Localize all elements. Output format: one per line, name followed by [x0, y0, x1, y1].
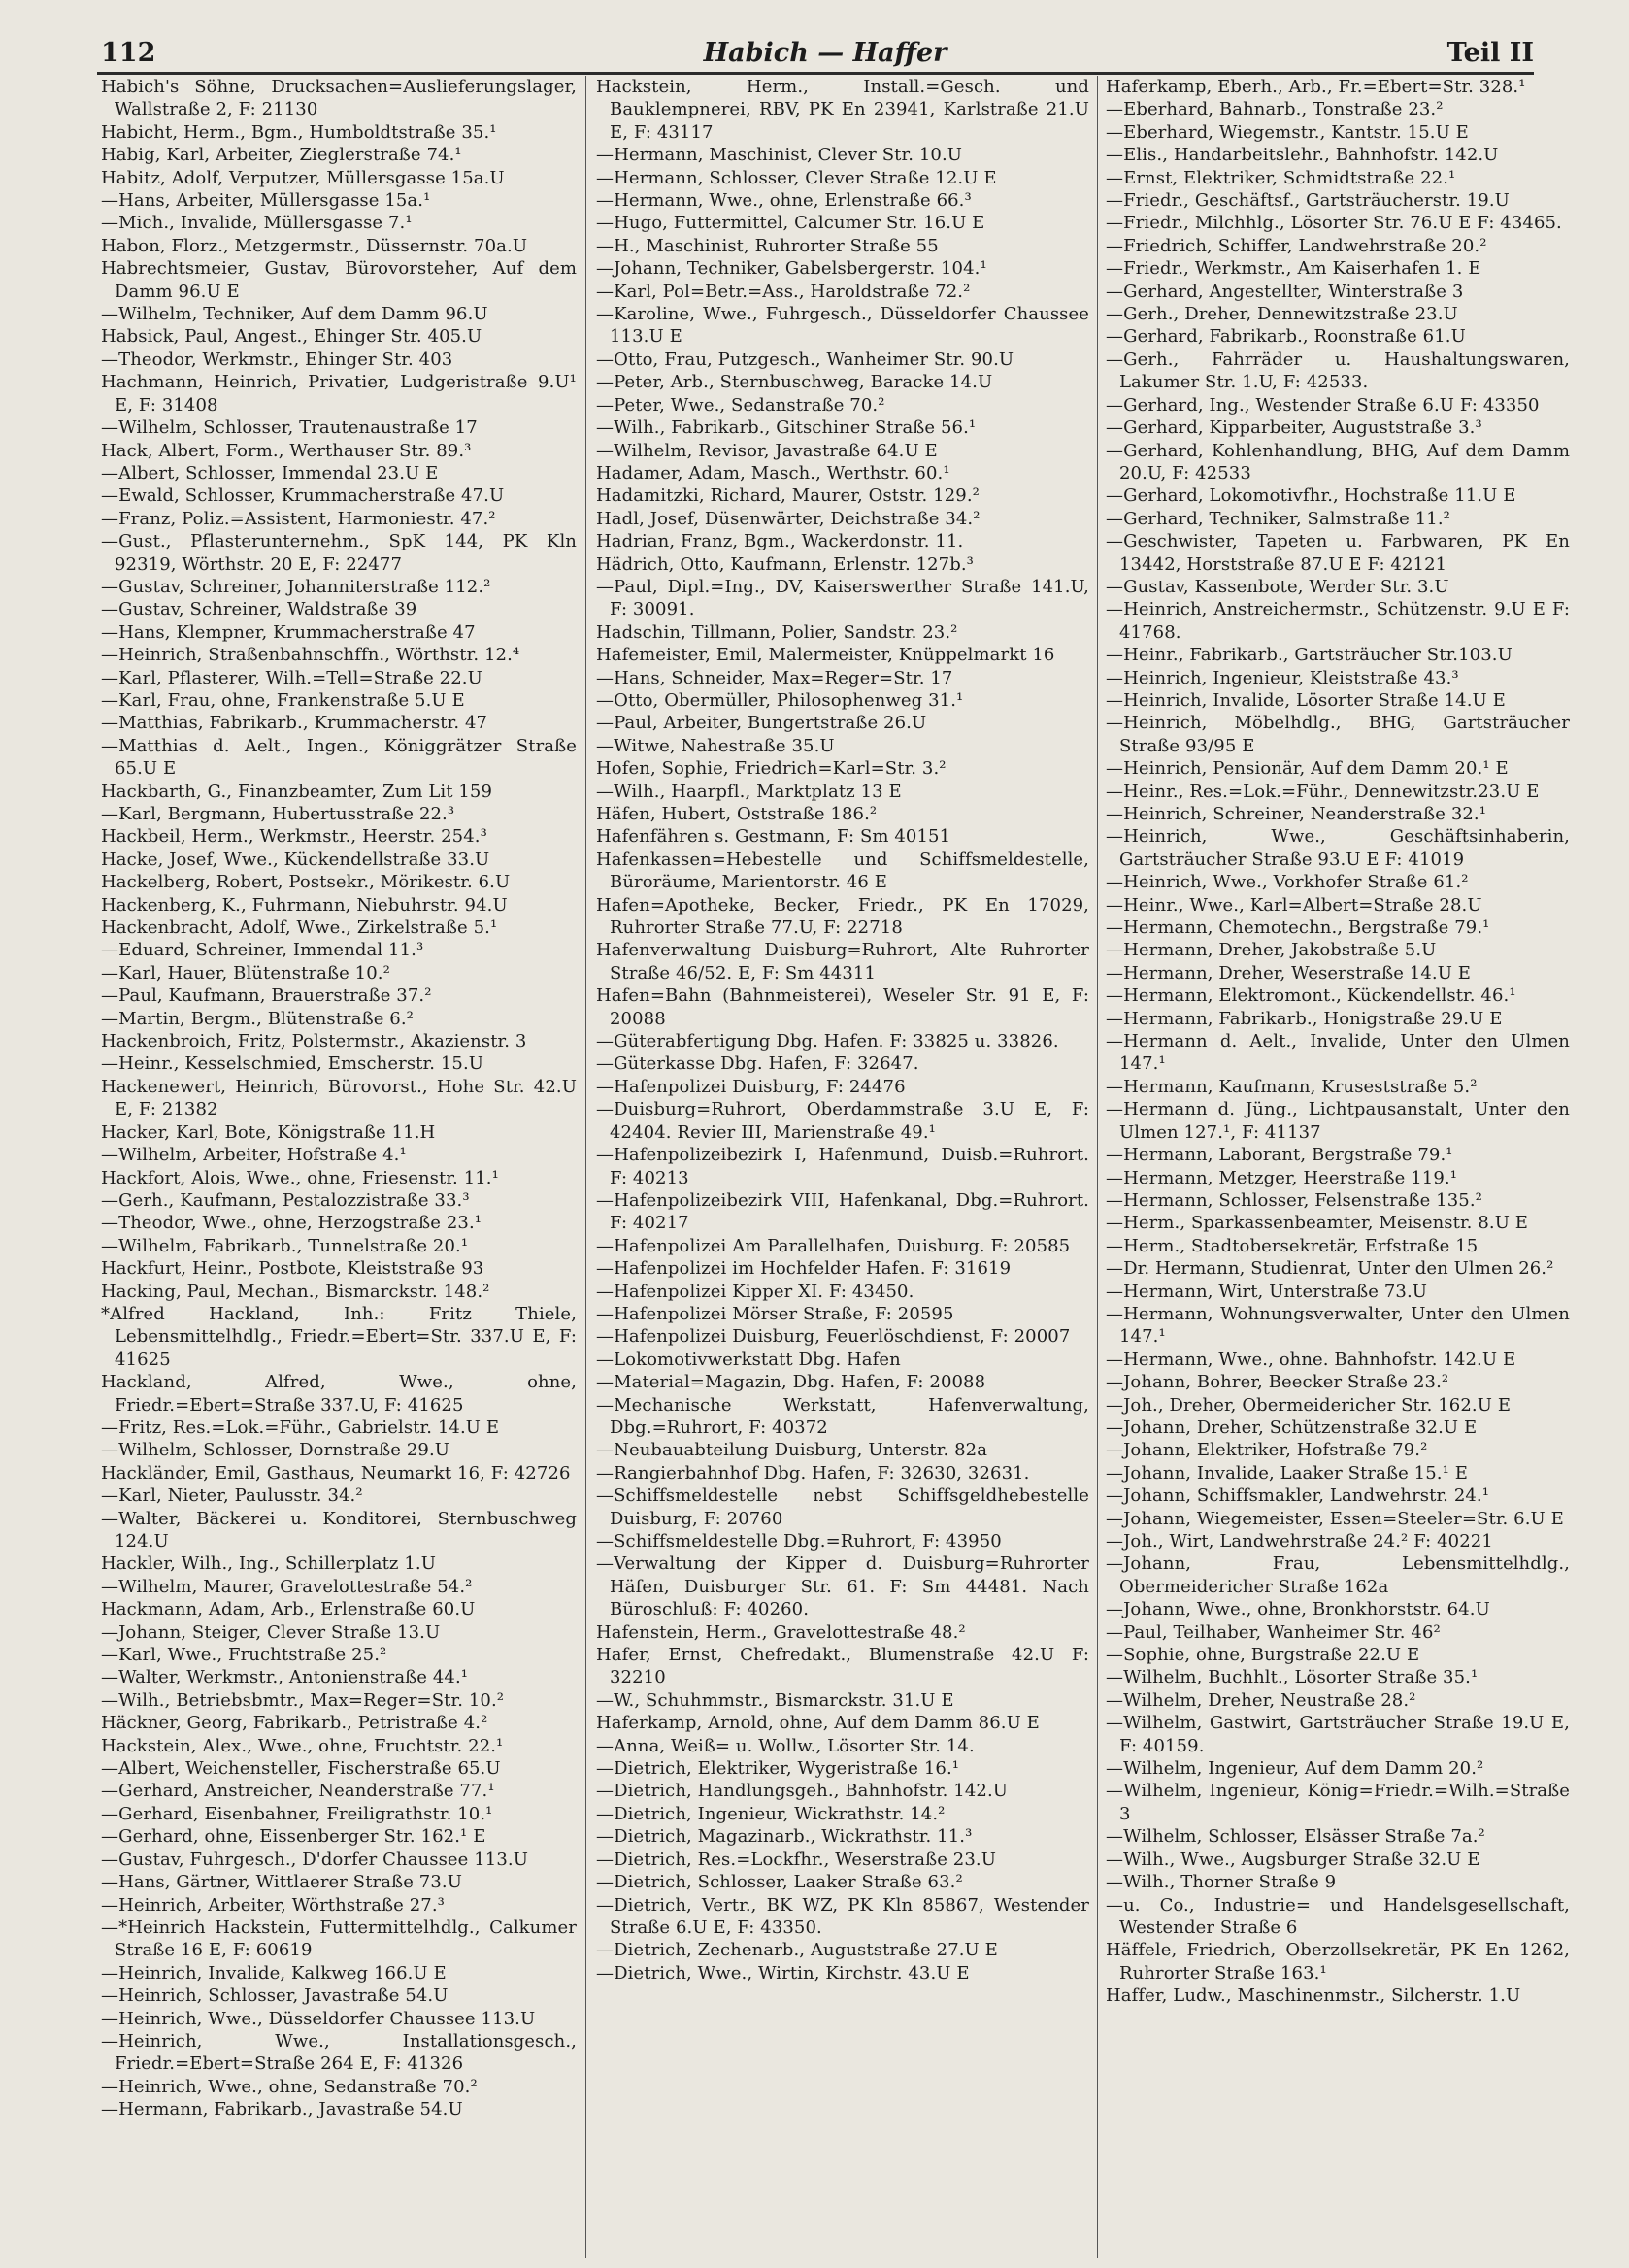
directory-entry: —Heinrich, Invalide, Lösorter Straße 14.U E [1106, 689, 1506, 711]
directory-entry: —Hermann, Laborant, Bergstraße 79.¹ [1106, 1145, 1453, 1166]
directory-entry: Hacke, Josef, Wwe., Kückendellstraße 33.U [101, 849, 490, 870]
directory-entry: —Wilhelm, Ingenieur, Auf dem Damm 20.² [1106, 1758, 1484, 1780]
directory-entry: Hacker, Karl, Bote, Königstraße 11.H [101, 1121, 436, 1143]
directory-entry: Hadrian, Franz, Bgm., Wackerdonstr. 11. [596, 531, 964, 552]
directory-entry: Hackenbroich, Fritz, Polstermstr., Akazienstr. 3 [101, 1031, 527, 1052]
directory-entry: —Wilh., Fabrikarb., Gitschiner Straße 56.¹ [596, 417, 977, 439]
directory-entry: —Hafenpolizeibezirk I, Hafenmund, Duisb.=Ruhrort. F: 40213 [596, 1145, 1089, 1188]
directory-entry: —Johann, Techniker, Gabelsbergerstr. 104.¹ [596, 258, 987, 280]
directory-entry: —Johann, Steiger, Clever Straße 13.U [101, 1621, 441, 1643]
directory-entry: —W., Schuhmmstr., Bismarckstr. 31.U E [596, 1689, 954, 1711]
directory-entry: —Gustav, Schreiner, Johanniterstraße 112.² [101, 576, 491, 597]
directory-entry: —Joh., Wirt, Landwehrstraße 24.² F: 40221 [1106, 1531, 1493, 1551]
directory-entry: —Johann, Dreher, Schützenstraße 32.U E [1106, 1417, 1478, 1438]
directory-entry: Hackenbracht, Adolf, Wwe., Zirkelstraße 5.¹ [101, 917, 498, 939]
directory-entry: —Theodor, Werkmstr., Ehinger Str. 403 [101, 349, 453, 370]
directory-entry: Hackfort, Alois, Wwe., ohne, Friesenstr. 11.¹ [101, 1167, 499, 1188]
directory-entry: —Heinr., Res.=Lok.=Führ., Dennewitzstr.23.U E [1106, 781, 1540, 802]
directory-entry: —Dietrich, Vertr., BK WZ, PK Kln 85867, Westender Straße 6.U E, F: 43350. [596, 1894, 1089, 1938]
directory-entry: —Friedrich, Schiffer, Landwehrstraße 20.² [1106, 235, 1487, 256]
directory-entry: —Albert, Schlosser, Immendal 23.U E [101, 462, 439, 484]
directory-entry: —Gerhard, Ing., Westender Straße 6.U F: 43350 [1106, 394, 1540, 416]
directory-entry: —Heinrich, Invalide, Kalkweg 166.U E [101, 1962, 447, 1984]
directory-entry: —Gerhard, Angestellter, Winterstraße 3 [1106, 281, 1464, 302]
directory-entry: —Johann, Bohrer, Beecker Straße 23.² [1106, 1372, 1449, 1393]
directory-entry: —Heinrich, Wwe., Installationsgesch., Friedr.=Ebert=Straße 264 E, F: 41326 [101, 2030, 577, 2075]
directory-entry: —Güterkasse Dbg. Hafen, F: 32647. [596, 1053, 919, 1075]
directory-entry: Hadl, Josef, Düsenwärter, Deichstraße 34.² [596, 508, 981, 529]
directory-entry: Hafenkassen=Hebestelle und Schiffsmeldestelle, Büroräume, Marientorstr. 46 E [596, 849, 1089, 893]
directory-entry: Hafer, Ernst, Chefredakt., Blumenstraße 42.U F: 32210 [596, 1645, 1089, 1688]
directory-entry: —Gerhard, ohne, Eissenberger Str. 162.¹ E [101, 1826, 486, 1848]
directory-entry: Haferkamp, Arnold, ohne, Auf dem Damm 86.U E [596, 1713, 1040, 1734]
directory-entry: Hafemeister, Emil, Malermeister, Knüppelmarkt 16 [596, 645, 1055, 666]
directory-entry: —Dietrich, Schlosser, Laaker Straße 63.² [596, 1872, 963, 1893]
directory-entry: Habig, Karl, Arbeiter, Zieglerstraße 74.¹ [101, 145, 462, 166]
directory-entry: —Wilh., Thorner Straße 9 [1106, 1872, 1337, 1893]
directory-entry: —Karl, Bergmann, Hubertusstraße 22.³ [101, 804, 455, 824]
directory-entry: Habicht, Herm., Bgm., Humboldtstraße 35.¹ [101, 121, 497, 143]
directory-entry: —Hermann, Elektromont., Kückendellstr. 46.¹ [1106, 985, 1516, 1007]
directory-entry: Habsick, Paul, Angest., Ehinger Str. 405.U [101, 326, 482, 348]
directory-entry: —Neubauabteilung Duisburg, Unterstr. 82a [596, 1440, 988, 1461]
directory-entry: —Karl, Pflasterer, Wilh.=Tell=Straße 22.U [101, 667, 482, 688]
directory-entry: Hackenberg, K., Fuhrmann, Niebuhrstr. 94.U [101, 894, 508, 916]
directory-entry: —Franz, Poliz.=Assistent, Harmoniestr. 47.² [101, 508, 496, 529]
directory-entry: Habitz, Adolf, Verputzer, Müllersgasse 15a.U [101, 167, 505, 188]
directory-column-2 [596, 76, 1089, 1984]
directory-entry: Hackenewert, Heinrich, Bürovorst., Hohe Str. 42.U E, F: 21382 [101, 1076, 577, 1120]
directory-entry: Hackler, Wilh., Ing., Schillerplatz 1.U [101, 1553, 436, 1575]
directory-entry: —Otto, Obermüller, Philosophenweg 31.¹ [596, 689, 964, 711]
directory-entry: Hafen=Apotheke, Becker, Friedr., PK En 17029, Ruhrorter Straße 77.U, F: 22718 [596, 894, 1089, 939]
directory-entry: —Karl, Nieter, Paulusstr. 34.² [101, 1485, 363, 1507]
directory-entry: —Hans, Arbeiter, Müllersgasse 15a.¹ [101, 190, 431, 212]
directory-entry: —Eberhard, Wiegemstr., Kantstr. 15.U E [1106, 121, 1469, 143]
directory-entry: —Heinrich, Straßenbahnschffn., Wörthstr. 12.⁴ [101, 645, 520, 666]
directory-entry: —Elis., Handarbeitslehr., Bahnhofstr. 142.U [1106, 145, 1499, 166]
directory-entry: —Heinrich, Wwe., Geschäftsinhaberin, Gartsträucher Straße 93.U E F: 41019 [1106, 826, 1570, 870]
directory-entry: —Heinr., Kesselschmied, Emscherstr. 15.U [101, 1053, 484, 1075]
directory-entry: Hädrich, Otto, Kaufmann, Erlenstr. 127b.³ [596, 553, 974, 575]
directory-entry: —Wilhelm, Arbeiter, Hofstraße 4.¹ [101, 1145, 407, 1166]
directory-entry: —Gerh., Kaufmann, Pestalozzistraße 33.³ [101, 1189, 470, 1211]
directory-entry: Hackbarth, G., Finanzbeamter, Zum Lit 159 [101, 781, 493, 802]
directory-entry: —Johann, Invalide, Laaker Straße 15.¹ E [1106, 1462, 1468, 1484]
directory-entry: —Hermann, Schlosser, Felsenstraße 135.² [1106, 1189, 1482, 1211]
directory-entry: —Hermann, Kaufmann, Kruseststraße 5.² [1106, 1076, 1478, 1097]
directory-entry: —Hafenpolizei im Hochfelder Hafen. F: 31619 [596, 1258, 1012, 1280]
directory-entry: Hafenstein, Herm., Gravelottestraße 48.² [596, 1621, 966, 1643]
directory-entry: —Hermann, Wohnungsverwalter, Unter den Ulmen 147.¹ [1106, 1303, 1570, 1348]
directory-entry: —Heinrich, Wwe., Vorkhofer Straße 61.² [1106, 872, 1469, 893]
directory-entry: Hacking, Paul, Mechan., Bismarckstr. 148.² [101, 1281, 490, 1302]
directory-entry: —Dietrich, Handlungsgeh., Bahnhofstr. 142.U [596, 1781, 1009, 1802]
directory-entry: —Güterabfertigung Dbg. Hafen. F: 33825 u. 33826. [596, 1031, 1059, 1052]
directory-entry: —Hafenpolizei Am Parallelhafen, Duisburg. F: 20585 [596, 1235, 1071, 1256]
directory-entry: —Hermann, Dreher, Weserstraße 14.U E [1106, 962, 1472, 984]
directory-entry: —Hermann, Wirt, Unterstraße 73.U [1106, 1281, 1428, 1302]
directory-entry: —Wilh., Wwe., Augsburger Straße 32.U E [1106, 1849, 1480, 1870]
directory-entry: —Hafenpolizei Mörser Straße, F: 20595 [596, 1303, 954, 1324]
directory-entry: —Heinrich, Wwe., ohne, Sedanstraße 70.² [101, 2076, 478, 2097]
directory-entry: —Dietrich, Elektriker, Wygeristraße 16.¹ [596, 1758, 960, 1780]
directory-entry: Hackmann, Adam, Arb., Erlenstraße 60.U [101, 1599, 476, 1620]
directory-entry: —Hafenpolizei Duisburg, Feuerlöschdienst, F: 20007 [596, 1326, 1071, 1348]
directory-entry: —Gerhard, Kohlenhandlung, BHG, Auf dem Damm 20.U, F: 42533 [1106, 440, 1570, 484]
directory-entry: —Walter, Bäckerei u. Konditorei, Sternbuschweg 124.U [101, 1508, 577, 1551]
directory-entry: —Heinrich, Ingenieur, Kleiststraße 43.³ [1106, 667, 1459, 688]
directory-column-1 [101, 76, 577, 2121]
directory-entry: Hackfurt, Heinr., Postbote, Kleiststraße 93 [101, 1258, 484, 1280]
directory-entry: —Peter, Arb., Sternbuschweg, Baracke 14.U [596, 372, 993, 393]
directory-entry: —Gerhard, Lokomotivfhr., Hochstraße 11.U E [1106, 485, 1516, 507]
directory-entry: —H., Maschinist, Ruhrorter Straße 55 [596, 235, 939, 256]
directory-entry: —Heinrich, Schlosser, Javastraße 54.U [101, 1985, 449, 2007]
directory-entry: —Hermann, Schlosser, Clever Straße 12.U E [596, 167, 997, 188]
directory-entry: —Heinrich, Arbeiter, Wörthstraße 27.³ [101, 1894, 445, 1916]
directory-entry: —Hans, Klempner, Krummacherstraße 47 [101, 621, 476, 643]
directory-entry: —Gustav, Fuhrgesch., D'dorfer Chaussee 113.U [101, 1849, 529, 1870]
directory-entry: Hafenfähren s. Gestmann, F: Sm 40151 [596, 826, 951, 848]
directory-entry: —Ewald, Schlosser, Krummacherstraße 47.U [101, 485, 505, 507]
directory-entry: —Hans, Gärtner, Wittlaerer Straße 73.U [101, 1872, 462, 1893]
directory-entry: —Wilhelm, Fabrikarb., Tunnelstraße 20.¹ [101, 1235, 469, 1256]
directory-entry: —Gerhard, Kipparbeiter, Auguststraße 3.³ [1106, 417, 1482, 439]
directory-entry: —Theodor, Wwe., ohne, Herzogstraße 23.¹ [101, 1213, 482, 1234]
running-head: Habich — Haffer [703, 38, 947, 68]
directory-entry: Hackländer, Emil, Gasthaus, Neumarkt 16, F: 42726 [101, 1462, 571, 1484]
directory-entry: —Friedr., Milchhlg., Lösorter Str. 76.U E F: 43465. [1106, 213, 1562, 234]
directory-entry: Haferkamp, Eberh., Arb., Fr.=Ebert=Str. 328.¹ [1106, 77, 1526, 97]
directory-entry: Hadamer, Adam, Masch., Werthstr. 60.¹ [596, 462, 950, 484]
directory-entry: —Heinrich, Anstreichermstr., Schützenstr. 9.U E F: 41768. [1106, 599, 1570, 643]
directory-entry: —Wilh., Betriebsbmtr., Max=Reger=Str. 10.² [101, 1689, 505, 1711]
directory-entry: —Sophie, ohne, Burgstraße 22.U E [1106, 1645, 1420, 1666]
directory-column-3 [1106, 76, 1570, 2008]
directory-entry: —Walter, Werkmstr., Antonienstraße 44.¹ [101, 1667, 469, 1688]
directory-entry: Häffele, Friedrich, Oberzollsekretär, PK En 1262, Ruhrorter Straße 163.¹ [1106, 1940, 1570, 1984]
directory-entry: —Peter, Wwe., Sedanstraße 70.² [596, 394, 885, 416]
directory-entry: —Hans, Schneider, Max=Reger=Str. 17 [596, 667, 953, 688]
directory-entry: —Karoline, Wwe., Fuhrgesch., Düsseldorfer Chaussee 113.U E [596, 304, 1089, 348]
directory-entry: —Heinrich, Wwe., Düsseldorfer Chaussee 113.U [101, 2008, 536, 2029]
directory-entry: Hafen=Bahn (Bahnmeisterei), Weseler Str. 91 E, F: 20088 [596, 985, 1089, 1029]
directory-entry: —Wilhelm, Gastwirt, Gartsträucher Straße 19.U E, F: 40159. [1106, 1713, 1570, 1756]
directory-entry: —Paul, Dipl.=Ing., DV, Kaiserswerther Straße 141.U, F: 30091. [596, 576, 1089, 620]
directory-entry: —Karl, Pol=Betr.=Ass., Haroldstraße 72.² [596, 281, 971, 302]
directory-entry: —Hermann, Chemotechn., Bergstraße 79.¹ [1106, 917, 1490, 939]
directory-entry: —Eberhard, Bahnarb., Tonstraße 23.² [1106, 99, 1444, 120]
directory-entry: —Johann, Wwe., ohne, Bronkhorststr. 64.U [1106, 1599, 1490, 1620]
header-rule [97, 72, 1534, 75]
directory-entry: Hafenverwaltung Duisburg=Ruhrort, Alte Ruhrorter Straße 46/52. E, F: Sm 44311 [596, 940, 1089, 984]
directory-entry: —Heinrich, Pensionär, Auf dem Damm 20.¹ E [1106, 758, 1509, 780]
directory-entry: —Johann, Elektriker, Hofstraße 79.² [1106, 1440, 1428, 1461]
directory-entry: —Hermann, Maschinist, Clever Str. 10.U [596, 145, 963, 166]
directory-entry: Hachmann, Heinrich, Privatier, Ludgeristraße 9.U¹ E, F: 31408 [101, 372, 577, 416]
directory-entry: —Matthias, Fabrikarb., Krummacherstr. 47 [101, 713, 488, 734]
directory-entry: —Dietrich, Res.=Lockfhr., Weserstraße 23.U [596, 1849, 997, 1870]
directory-entry: —Dietrich, Ingenieur, Wickrathstr. 14.² [596, 1803, 946, 1824]
directory-entry: —Heinr., Fabrikarb., Gartsträucher Str.103.U [1106, 645, 1513, 666]
directory-entry: —Johann, Frau, Lebensmittelhdlg., Obermeidericher Straße 162a [1106, 1553, 1570, 1597]
directory-entry: —Dietrich, Zechenarb., Auguststraße 27.U E [596, 1940, 998, 1961]
directory-entry: —Mechanische Werkstatt, Hafenverwaltung, Dbg.=Ruhrort, F: 40372 [596, 1394, 1089, 1438]
directory-entry: —Hafenpolizeibezirk VIII, Hafenkanal, Dbg.=Ruhrort. F: 40217 [596, 1189, 1089, 1234]
column-divider [1097, 76, 1098, 2258]
directory-entry: —Rangierbahnhof Dbg. Hafen, F: 32630, 32631. [596, 1462, 1030, 1484]
directory-entry: Hadschin, Tillmann, Polier, Sandstr. 23.² [596, 621, 958, 643]
directory-entry: —Dr. Hermann, Studienrat, Unter den Ulmen 26.² [1106, 1258, 1554, 1280]
directory-entry: Hackland, Alfred, Wwe., ohne, Friedr.=Ebert=Straße 337.U, F: 41625 [101, 1372, 577, 1416]
directory-entry: —Hermann, Dreher, Jakobstraße 5.U [1106, 940, 1437, 961]
directory-entry: Hackelberg, Robert, Postsekr., Mörikestr. 6.U [101, 872, 511, 893]
directory-entry: —Hermann, Metzger, Heerstraße 119.¹ [1106, 1167, 1458, 1188]
directory-entry: Haffer, Ludw., Maschinenmstr., Silcherstr. 1.U [1106, 1985, 1521, 2007]
directory-entry: —Hermann, Fabrikarb., Honigstraße 29.U E [1106, 1008, 1503, 1029]
directory-entry: Hadamitzki, Richard, Maurer, Oststr. 129.² [596, 485, 980, 507]
directory-entry: —Gerh., Dreher, Dennewitzstraße 23.U [1106, 304, 1458, 325]
directory-entry: —Wilhelm, Schlosser, Trautenaustraße 17 [101, 417, 478, 439]
directory-entry: —Gerhard, Techniker, Salmstraße 11.² [1106, 508, 1450, 529]
directory-entry: —Wilhelm, Schlosser, Dornstraße 29.U [101, 1440, 450, 1461]
directory-entry: —*Heinrich Hackstein, Futtermittelhdlg., Calkumer Straße 16 E, F: 60619 [101, 1917, 577, 1961]
directory-entry: —Hermann, Wwe., ohne, Erlenstraße 66.³ [596, 190, 972, 212]
directory-entry: Hackbeil, Herm., Werkmstr., Heerstr. 254.³ [101, 826, 487, 848]
directory-entry: —Dietrich, Wwe., Wirtin, Kirchstr. 43.U E [596, 1962, 970, 1984]
directory-entry: —Hugo, Futtermittel, Calcumer Str. 16.U E [596, 213, 985, 234]
directory-entry: —Hermann, Wwe., ohne. Bahnhofstr. 142.U E [1106, 1349, 1516, 1370]
directory-entry: —Paul, Arbeiter, Bungertstraße 26.U [596, 713, 927, 734]
directory-entry: —Karl, Frau, ohne, Frankenstraße 5.U E [101, 689, 465, 711]
directory-entry: Häfen, Hubert, Oststraße 186.² [596, 804, 878, 824]
directory-entry: —Schiffsmeldestelle Dbg.=Ruhrort, F: 43950 [596, 1531, 1002, 1551]
directory-entry: —Karl, Hauer, Blütenstraße 10.² [101, 962, 390, 984]
directory-entry: —Verwaltung der Kipper d. Duisburg=Ruhrorter Häfen, Duisburger Str. 61. F: Sm 44481. Nach Büroschluß: F: 40260. [596, 1553, 1089, 1620]
directory-entry: Hackstein, Alex., Wwe., ohne, Fruchtstr. 22.¹ [101, 1735, 504, 1756]
directory-entry: —Duisburg=Ruhrort, Oberdammstraße 3.U E, F: 42404. Revier III, Marienstraße 49.¹ [596, 1099, 1089, 1143]
directory-entry: —Otto, Frau, Putzgesch., Wanheimer Str. 90.U [596, 349, 1014, 370]
directory-entry: —Karl, Wwe., Fruchtstraße 25.² [101, 1645, 387, 1666]
column-divider [585, 76, 586, 2258]
directory-entry: —Schiffsmeldestelle nebst Schiffsgeldhebestelle Duisburg, F: 20760 [596, 1485, 1089, 1529]
directory-entry: —Herm., Stadtobersekretär, Erfstraße 15 [1106, 1235, 1479, 1256]
directory-entry: —Wilhelm, Maurer, Gravelottestraße 54.² [101, 1576, 473, 1597]
directory-entry: *Alfred Hackland, Inh.: Fritz Thiele, Lebensmittelhdlg., Friedr.=Ebert=Str. 337.U E, F: 41625 [101, 1303, 577, 1370]
directory-entry: —Gerhard, Eisenbahner, Freiligrathstr. 10.¹ [101, 1803, 493, 1824]
directory-entry: —Friedr., Geschäftsf., Gartsträucherstr. 19.U [1106, 190, 1510, 212]
directory-entry: —Johann, Wiegemeister, Essen=Steeler=Str. 6.U E [1106, 1508, 1564, 1529]
directory-entry: Habrechtsmeier, Gustav, Bürovorsteher, Auf dem Damm 96.U E [101, 258, 577, 302]
directory-entry: —Gustav, Schreiner, Waldstraße 39 [101, 599, 417, 620]
directory-entry: —Wilhelm, Dreher, Neustraße 28.² [1106, 1689, 1416, 1711]
directory-entry: —Gust., Pflasterunternehm., SpK 144, PK Kln 92319, Wörthstr. 20 E, F: 22477 [101, 531, 577, 575]
directory-entry: —Heinrich, Schreiner, Neanderstraße 32.¹ [1106, 804, 1487, 824]
directory-entry: —Joh., Dreher, Obermeidericher Str. 162.U E [1106, 1394, 1512, 1416]
directory-entry: —Matthias d. Aelt., Ingen., Königgrätzer Straße 65.U E [101, 735, 577, 780]
directory-entry: —Heinr., Wwe., Karl=Albert=Straße 28.U [1106, 894, 1482, 916]
directory-entry: —Johann, Schiffsmakler, Landwehrstr. 24.¹ [1106, 1485, 1490, 1507]
directory-entry: —Wilhelm, Revisor, Javastraße 64.U E [596, 440, 938, 461]
directory-entry: —u. Co., Industrie= und Handelsgesellschaft, Westender Straße 6 [1106, 1894, 1570, 1938]
directory-entry: —Material=Magazin, Dbg. Hafen, F: 20088 [596, 1372, 986, 1393]
directory-entry: —Herm., Sparkassenbeamter, Meisenstr. 8.U E [1106, 1213, 1529, 1234]
directory-entry: —Fritz, Res.=Lok.=Führ., Gabrielstr. 14.U E [101, 1417, 500, 1438]
directory-entry: —Hafenpolizei Kipper XI. F: 43450. [596, 1281, 914, 1302]
directory-entry: Habon, Florz., Metzgermstr., Düssernstr. 70a.U [101, 235, 528, 256]
page-number: 112 [101, 38, 156, 68]
directory-entry: —Ernst, Elektriker, Schmidtstraße 22.¹ [1106, 167, 1456, 188]
directory-entry: —Heinrich, Möbelhdlg., BHG, Gartsträucher Straße 93/95 E [1106, 713, 1570, 756]
directory-entry: —Hafenpolizei Duisburg, F: 24476 [596, 1076, 906, 1097]
directory-entry: —Gustav, Kassenbote, Werder Str. 3.U [1106, 576, 1449, 597]
directory-entry: Hofen, Sophie, Friedrich=Karl=Str. 3.² [596, 758, 947, 780]
directory-entry: —Geschwister, Tapeten u. Farbwaren, PK En 13442, Horststraße 87.U E F: 42121 [1106, 531, 1570, 575]
directory-entry: —Wilhelm, Buchhlt., Lösorter Straße 35.¹ [1106, 1667, 1479, 1688]
directory-entry: —Paul, Teilhaber, Wanheimer Str. 46² [1106, 1621, 1441, 1643]
directory-entry: —Dietrich, Magazinarb., Wickrathstr. 11.³ [596, 1826, 973, 1848]
directory-entry: —Hermann d. Aelt., Invalide, Unter den Ulmen 147.¹ [1106, 1031, 1570, 1075]
directory-entry: —Wilh., Haarpfl., Marktplatz 13 E [596, 781, 902, 802]
directory-entry: —Wilhelm, Techniker, Auf dem Damm 96.U [101, 304, 488, 325]
directory-entry: —Eduard, Schreiner, Immendal 11.³ [101, 940, 424, 961]
directory-entry: —Witwe, Nahestraße 35.U [596, 735, 835, 756]
directory-entry: —Wilhelm, Schlosser, Elsässer Straße 7a.² [1106, 1826, 1485, 1848]
directory-entry: Hackstein, Herm., Install.=Gesch. und Bauklempnerei, RBV, PK En 23941, Karlstraße 21.U E, F: 43117 [596, 77, 1089, 143]
directory-entry: Hack, Albert, Form., Werthauser Str. 89.³ [101, 440, 472, 461]
page-header [0, 0, 1629, 76]
directory-entry: —Hermann, Fabrikarb., Javastraße 54.U [101, 2099, 463, 2120]
directory-entry: —Gerh., Fahrräder u. Haushaltungswaren, Lakumer Str. 1.U, F: 42533. [1106, 349, 1570, 393]
directory-entry: —Hermann d. Jüng., Lichtpausanstalt, Unter den Ulmen 127.¹, F: 41137 [1106, 1099, 1570, 1143]
part-label: Teil II [1446, 38, 1534, 68]
directory-entry: —Albert, Weichensteller, Fischerstraße 65.U [101, 1758, 501, 1780]
directory-entry: —Wilhelm, Ingenieur, König=Friedr.=Wilh.=Straße 3 [1106, 1781, 1570, 1824]
directory-entry: Häckner, Georg, Fabrikarb., Petristraße 4.² [101, 1713, 488, 1734]
directory-entry: —Paul, Kaufmann, Brauerstraße 37.² [101, 985, 432, 1007]
directory-entry: —Gerhard, Anstreicher, Neanderstraße 77.¹ [101, 1781, 495, 1802]
directory-entry: —Friedr., Werkmstr., Am Kaiserhafen 1. E [1106, 258, 1481, 280]
directory-entry: —Gerhard, Fabrikarb., Roonstraße 61.U [1106, 326, 1466, 348]
directory-entry: —Anna, Weiß= u. Wollw., Lösorter Str. 14. [596, 1735, 975, 1756]
directory-entry: —Martin, Bergm., Blütenstraße 6.² [101, 1008, 414, 1029]
directory-entry: —Lokomotivwerkstatt Dbg. Hafen [596, 1349, 901, 1370]
directory-entry: Habich's Söhne, Drucksachen=Auslieferungslager, Wallstraße 2, F: 21130 [101, 77, 577, 120]
directory-entry: —Mich., Invalide, Müllersgasse 7.¹ [101, 213, 413, 234]
